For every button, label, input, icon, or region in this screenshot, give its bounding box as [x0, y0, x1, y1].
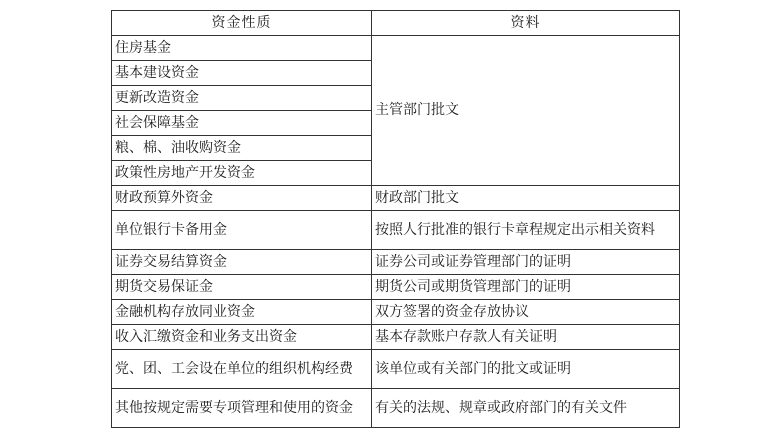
table-row: [112, 186, 680, 211]
header-documents: 资料: [372, 11, 680, 36]
table-row: [112, 350, 680, 389]
table-row: [112, 389, 680, 428]
document-cell: 有关的法规、规章或政府部门的有关文件: [372, 389, 680, 428]
fund-type-cell: 单位银行卡备用金: [112, 211, 372, 250]
fund-type-cell: 期货交易保证金: [112, 275, 372, 300]
fund-type-cell: 政策性房地产开发资金: [112, 161, 372, 186]
fund-type-cell: 财政预算外资金: [112, 186, 372, 211]
fund-documents-table: [111, 10, 680, 428]
fund-type-cell: 住房基金: [112, 36, 372, 61]
fund-type-cell: 收入汇缴资金和业务支出资金: [112, 325, 372, 350]
header-row: [112, 11, 680, 36]
table-row: [112, 275, 680, 300]
table-row: [112, 250, 680, 275]
fund-type-cell: 社会保障基金: [112, 111, 372, 136]
fund-type-cell: 粮、棉、油收购资金: [112, 136, 372, 161]
header-fund-type: 资金性质: [112, 11, 372, 36]
table-row: [112, 300, 680, 325]
fund-type-cell: 党、团、工会设在单位的组织机构经费: [112, 350, 372, 389]
table-row: [112, 36, 680, 61]
table-row: [112, 325, 680, 350]
fund-type-cell: 基本建设资金: [112, 61, 372, 86]
document-cell: 财政部门批文: [372, 186, 680, 211]
document-cell: 该单位或有关部门的批文或证明: [372, 350, 680, 389]
document-cell: 按照人行批准的银行卡章程规定出示相关资料: [372, 211, 680, 250]
document-cell: 期货公司或期货管理部门的证明: [372, 275, 680, 300]
document-cell: 双方签署的资金存放协议: [372, 300, 680, 325]
table-row: [112, 211, 680, 250]
fund-type-cell: 证券交易结算资金: [112, 250, 372, 275]
document-cell: 证券公司或证券管理部门的证明: [372, 250, 680, 275]
document-cell-merged: 主管部门批文: [372, 36, 680, 186]
fund-type-cell: 更新改造资金: [112, 86, 372, 111]
document-cell: 基本存款账户存款人有关证明: [372, 325, 680, 350]
fund-type-cell: 金融机构存放同业资金: [112, 300, 372, 325]
fund-type-cell: 其他按规定需要专项管理和使用的资金: [112, 389, 372, 428]
